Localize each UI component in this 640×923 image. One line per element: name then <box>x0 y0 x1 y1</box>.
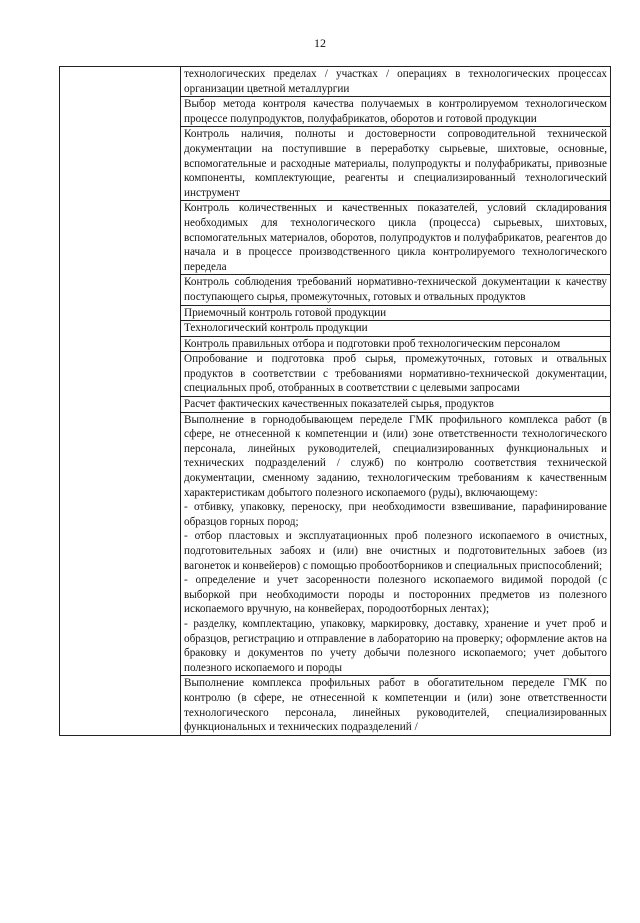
paragraph: - разделку, комплектацию, упаковку, маркировку, доставку, хранение и учет проб и образцов, регистрацию и отправление в лабораторию на проверку; оформление актов на браковку и документов по учету добычи полезного ископаемого; учет добытого полезного ископаемого и породы <box>184 617 607 674</box>
table-cell: Контроль наличия, полноты и достоверности сопроводительной технической документации на поступившие в переработку сырьевые, шихтовые, основные, вспомогательные и расходные материалы, полупродукты и полуфабрикаты, привозные компоненты, комплектующие, реагенты и специализированный технологический инструмент <box>181 127 611 201</box>
paragraph: - отбор пластовых и эксплуатационных проб полезного ископаемого в очистных, подготовительных забоях и (или) вне очистных и подготовительных забоев (из вагонеток и конвейеров) с помощью пробоотборников и специальных приспособлений; <box>184 530 607 572</box>
table-cell: Контроль количественных и качественных показателей, условий складирования необходимых для технологического цикла (процесса) сырьевых, шихтовых, вспомогательных материалов, оборотов, полупродуктов и полуфабрикатов, реагентов до начала и в процессе производственного цикла контролируемого технологического передела <box>181 201 611 275</box>
table-cell: Расчет фактических качественных показателей сырья, продуктов <box>181 397 611 413</box>
table-cell: Контроль соблюдения требований нормативно-технической документации к качеству поступающего сырья, промежуточных, готовых и отвальных продуктов <box>181 275 611 305</box>
table-cell: Выполнение комплекса профильных работ в обогатительном переделе ГМК по контролю (в сфере, не отнесенной к компетенции и (или) зоне ответственности технологического персонала, линейных руководителей, специализированных функциональных и технических подразделений / <box>181 676 611 735</box>
table-cell: Технологический контроль продукции <box>181 321 611 337</box>
page-number: 12 <box>314 36 326 50</box>
functions-table <box>59 66 611 736</box>
table-row <box>60 67 611 97</box>
table-cell: Приемочный контроль готовой продукции <box>181 305 611 321</box>
paragraph: - отбивку, упаковку, переноску, при необходимости взвешивание, парафинирование образцов горных пород; <box>184 501 607 528</box>
table-cell: технологических пределах / участках / операциях в технологических процессах организации цветной металлургии <box>181 67 611 97</box>
table-cell: Выбор метода контроля качества получаемых в контролируемом технологическом процессе полупродуктов, полуфабрикатов, оборотов и готовой продукции <box>181 97 611 127</box>
left-column-cell <box>60 67 181 736</box>
table-cell <box>181 412 611 676</box>
paragraph: Выполнение в горнодобывающем переделе ГМК профильного комплекса работ (в сфере, не отнесенной к компетенции и (или) зоне ответственности технологического персонала, линейных руководителей, специализированных функциональных и технических подразделений / служб) по контролю соответствия технической документации, сменному заданию, технологическим требованиям к качественным характеристикам добытого полезного ископаемого (руды), включающему: <box>184 413 607 499</box>
table-cell: Контроль правильных отбора и подготовки проб технологическим персоналом <box>181 336 611 352</box>
paragraph: - определение и учет засоренности полезного ископаемого видимой породой (с выборкой при необходимости породы и посторонних предметов из полезного ископаемого вручную, на конвейерах, породоотборных лентах); <box>184 574 607 616</box>
table-cell: Опробование и подготовка проб сырья, промежуточных, готовых и отвальных продуктов в соответствии с требованиями нормативно-технической документации, специальных проб, отобранных в соответствии с целевыми запросами <box>181 352 611 397</box>
